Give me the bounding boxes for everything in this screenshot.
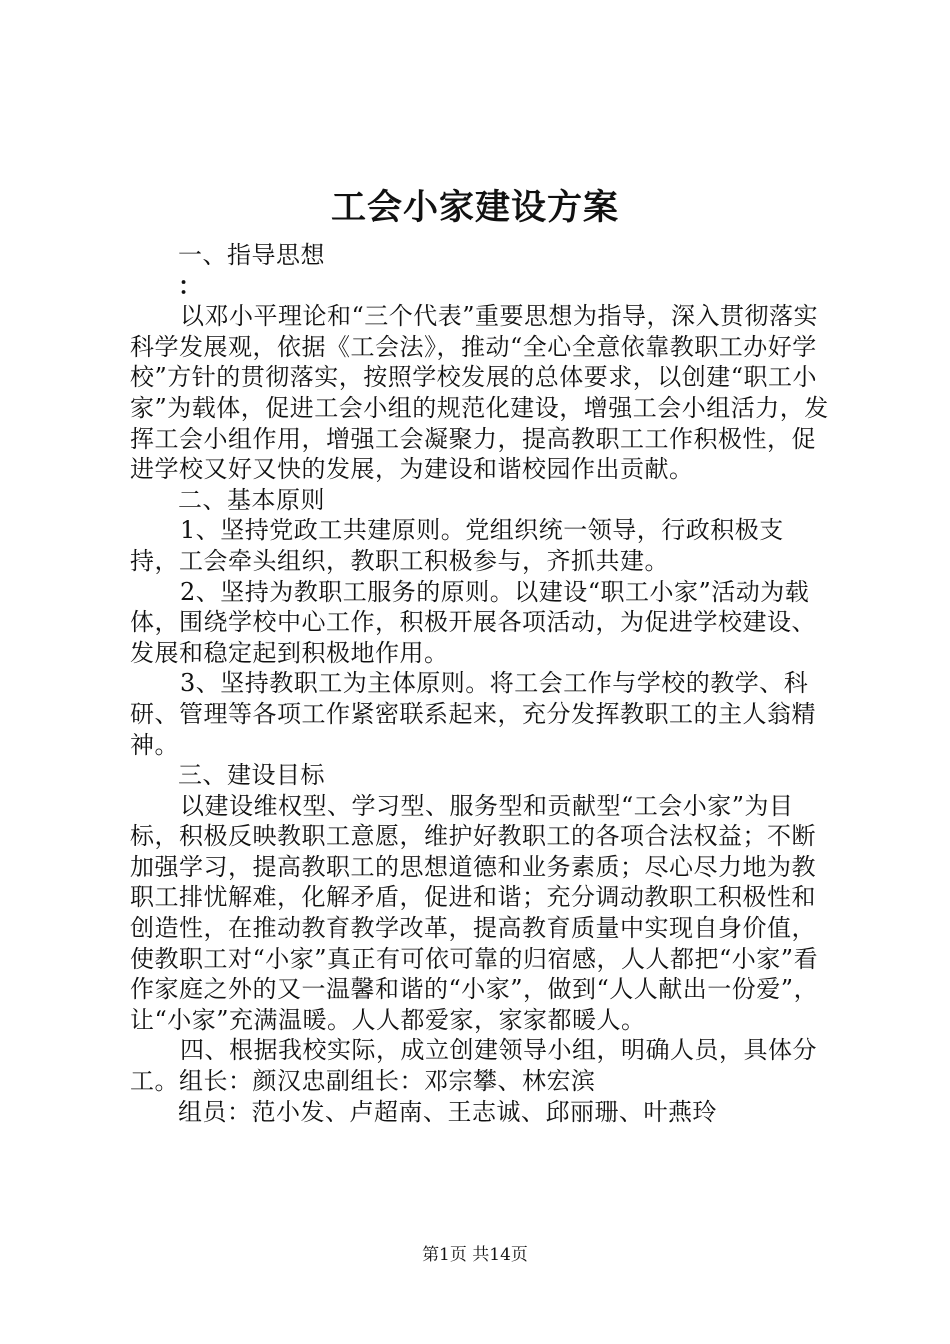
paragraph-principle-1: 1、坚持党政工共建原则。党组织统一领导，行政积极支持，工会牵头组织，教职工积极参与，齐抓共建。 bbox=[130, 516, 784, 575]
paragraph-leadership-group: 四、根据我校实际，成立创建领导小组，明确人员，具体分工。组长：颜汉忠副组长：邓宗攀、林宏滨 bbox=[130, 1036, 817, 1096]
paragraph-construction-goals: 以建设维权型、学习型、服务型和贡献型“工会小家”为目标，积极反映教职工意愿，维护好教职工的各项合法权益；不断加强学习，提高教职工的思想道德和业务素质；尽心尽力地为教职工排忧解难，化解矛盾，促进和谐；充分调动教职工积极性和创造性，在推动教育教学改革，提高教育质量中实现自身价值，使教职工对“小家”真正有可依可靠的归宿感，人人都把“小家”看作家庭之外的又一温馨和谐的“小家”，做到“人人献出一份爱”，让“小家”充满温暖。人人都爱家，家家都暖人。 bbox=[130, 791, 819, 1034]
colon-line: ： bbox=[178, 270, 203, 300]
document-title: 工会小家建设方案 bbox=[330, 187, 619, 228]
paragraph-principle-2: 2、坚持为教职工服务的原则。以建设“职工小家”活动为载体，围绕学校中心工作，积极开展各项活动，为促进学校建设、发展和稳定起到积极地作用。 bbox=[130, 577, 816, 667]
document-body bbox=[130, 240, 830, 1127]
paragraph-principle-3: 3、坚持教职工为主体原则。将工会工作与学校的教学、科研、管理等各项工作紧密联系起来，充分发挥教职工的主人翁精神。 bbox=[130, 669, 816, 759]
section-heading-basic-principles: 二、基本原则 bbox=[178, 485, 325, 514]
page-footer: 第1页 共14页 bbox=[422, 1245, 528, 1265]
section-heading-guiding-thought: 一、指导思想 bbox=[178, 241, 325, 269]
paragraph-guiding-thought: 以邓小平理论和“三个代表”重要思想为指导，深入贯彻落实科学发展观，依据《工会法》，推动“全心全意依靠教职工办好学校”方针的贯彻落实，按照学校发展的总体要求，以创建“职工小家”为载体，促进工会小组的规范化建设，增强工会小组活力，发挥工会小组作用，增强工会凝聚力，提高教职工工作积极性，促进学校又好又快的发展，为建设和谐校园作出贡献。 bbox=[130, 302, 829, 484]
section-heading-construction-goals: 三、建设目标 bbox=[178, 761, 325, 790]
paragraph-members: 组员：范小发、卢超南、王志诚、邱丽珊、叶燕玲 bbox=[178, 1097, 717, 1126]
